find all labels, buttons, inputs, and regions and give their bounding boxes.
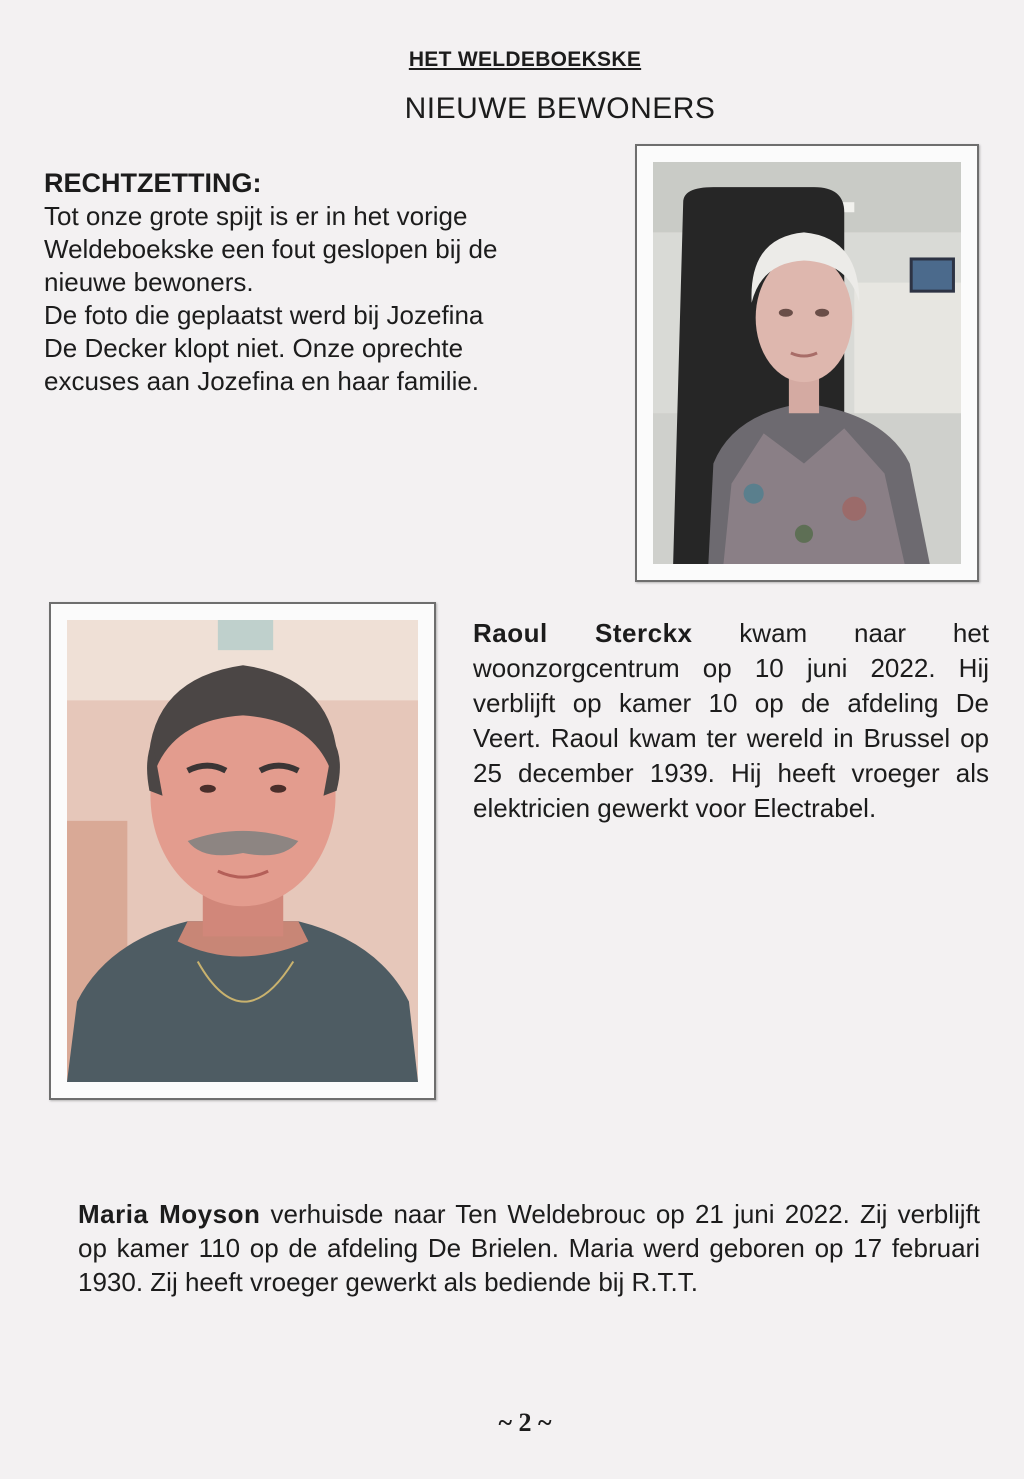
resident-bio-maria	[78, 1197, 980, 1299]
photo-frame-maria	[635, 144, 979, 582]
correction-line: excuses aan Jozefina en haar familie.	[44, 366, 480, 396]
portrait-photo-elderly-woman-icon	[653, 162, 961, 564]
correction-line: Tot onze grote spijt is er in het vorige	[44, 201, 468, 231]
correction-line: nieuwe bewoners.	[44, 267, 254, 297]
page-number: ~ 2 ~	[498, 1408, 552, 1437]
correction-text	[44, 200, 624, 398]
correction-line: Weldeboekske een fout geslopen bij de	[44, 234, 498, 264]
running-title: HET WELDEBOEKSKE	[408, 48, 642, 71]
resident-name: Maria Moyson	[78, 1199, 261, 1229]
correction-notice	[44, 166, 624, 398]
correction-line: De foto die geplaatst werd bij Jozefina	[44, 300, 484, 330]
portrait-photo-elderly-man-icon	[67, 620, 418, 1082]
correction-heading: RECHTZETTING:	[44, 168, 262, 198]
correction-line: De Decker klopt niet. Onze oprechte	[44, 333, 464, 363]
resident-bio-raoul	[473, 616, 989, 826]
photo-frame-raoul	[49, 602, 436, 1100]
resident-description: kwam naar het woonzorgcentrum op 10 juni 2022. Hij verblijft op kamer 10 op de afdeling De Veert. Raoul kwam ter wereld in Brussel op 25 december 1939. Hij heeft vroeger als elektricien gewerkt voor Electrabel.	[473, 618, 990, 823]
section-title: NIEUWE BEWONERS	[404, 92, 716, 125]
resident-description: verhuisde naar Ten Weldebrouc op 21 juni 2022. Zij verblijft op kamer 110 op de afdeling De Brielen. Maria werd geboren op 17 februari 1930. Zij heeft vroeger gewerkt als bediende bij R.T.T.	[78, 1199, 980, 1297]
resident-name: Raoul Sterckx	[473, 618, 693, 648]
